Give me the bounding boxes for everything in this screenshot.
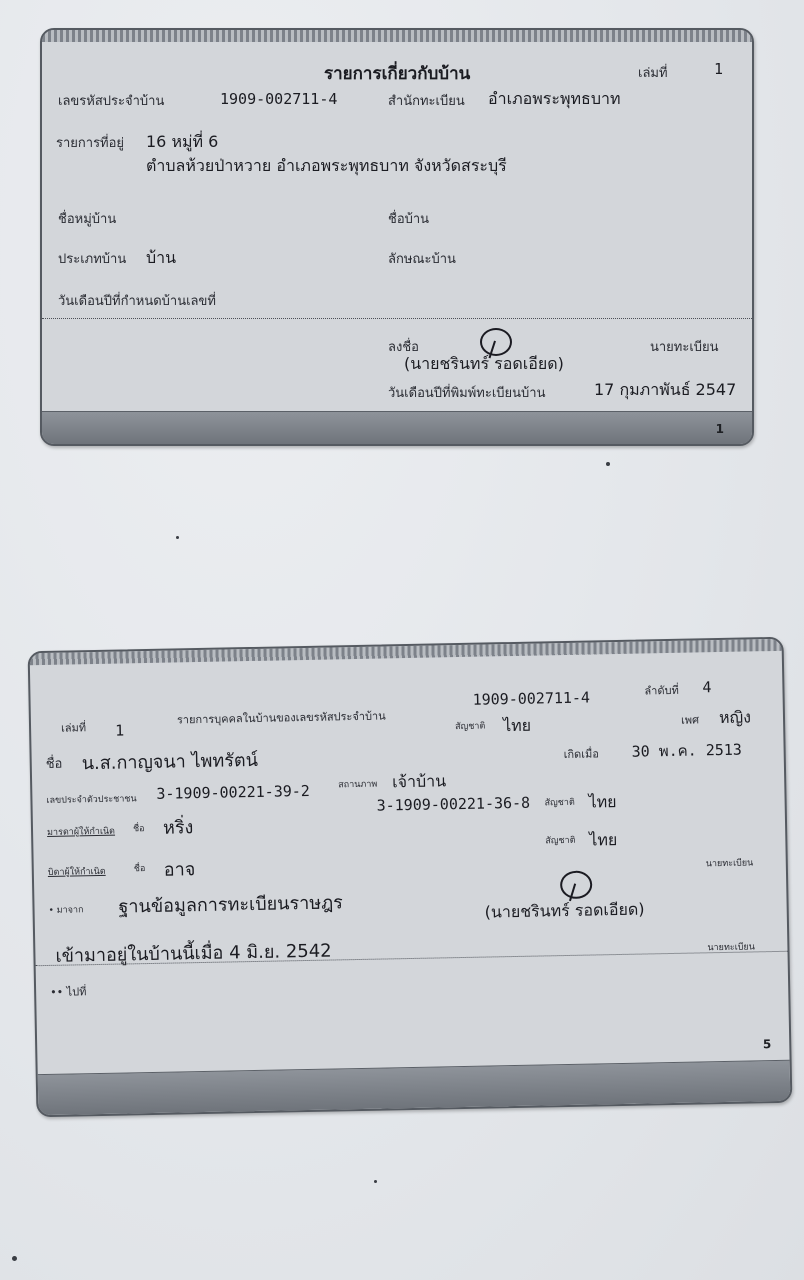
father-nationality-label: สัญชาติ: [545, 835, 576, 847]
registry-office-value: อำเภอพระพุทธบาท: [488, 89, 621, 108]
registrar-label: นายทะเบียน: [705, 858, 754, 870]
paper-speck: [606, 462, 610, 466]
house-code-value: 1909-002711-4: [472, 688, 591, 709]
paper-speck: [12, 1256, 17, 1261]
id-label: เลขประจำตัวประชาชน: [46, 794, 137, 806]
house-info-card: [40, 28, 754, 446]
divider-dotted: [42, 318, 752, 319]
moved-in-text: เข้ามาอยู่ในบ้านนี้เมื่อ 4 มิ.ย. 2542: [55, 940, 332, 967]
house-type-value: บ้าน: [146, 248, 177, 267]
address-line2: ตำบลห้วยป่าหวาย อำเภอพระพุทธบาท จังหวัดสระบุรี: [146, 156, 507, 175]
house-style-label: ลักษณะบ้าน: [388, 252, 456, 267]
birth-label: เกิดเมื่อ: [563, 747, 599, 762]
mother-nationality: ไทย: [588, 792, 617, 812]
order-label: ลำดับที่: [644, 683, 679, 698]
id-number: 3-1909-00221-39-2: [156, 781, 311, 803]
order-number: 4: [702, 678, 712, 697]
paper-speck: [374, 1180, 377, 1183]
book-label: เล่มที่: [60, 721, 87, 735]
status-value: เจ้าบ้าน: [391, 771, 447, 792]
from-label: • มาจาก: [48, 905, 84, 916]
mother-nationality-label: สัญชาติ: [544, 797, 575, 809]
to-label: •• ไปที่: [50, 985, 87, 999]
book-number: 1: [714, 60, 724, 78]
mother-name: หริ่ง: [162, 817, 194, 839]
nationality-value: ไทย: [502, 715, 532, 736]
registrar-label: นายทะเบียน: [650, 340, 719, 355]
house-type-label: ประเภทบ้าน: [58, 252, 127, 267]
sex-value: หญิง: [718, 707, 752, 728]
print-date-label: วันเดือนปีที่พิมพ์ทะเบียนบ้าน: [388, 386, 546, 401]
person-name: น.ส.กาญจนา ไพทรัตน์: [81, 749, 259, 775]
birth-date: 30 พ.ค. 2513: [631, 740, 743, 761]
card-title: รายการเกี่ยวกับบ้าน: [324, 64, 471, 84]
paper-speck: [176, 536, 179, 539]
house-code-value: 1909-002711-4: [220, 90, 338, 108]
page-number: 5: [762, 1037, 772, 1052]
address-line1: 16 หมู่ที่ 6: [146, 132, 219, 151]
registrar-label-2: นายทะเบียน: [707, 942, 755, 954]
father-name: อาจ: [163, 859, 196, 881]
registrar-name: (นายชรินทร์ รอดเอียด): [404, 354, 564, 373]
mother-label: มารดาผู้ให้กำเนิด: [46, 826, 116, 838]
status-label: สถานภาพ: [338, 779, 378, 791]
from-value: ฐานข้อมูลการทะเบียนราษฎร: [118, 892, 344, 918]
person-record-card: [28, 637, 793, 1117]
card-footer-bar: [42, 411, 752, 444]
name-label: ชื่อ: [45, 756, 63, 772]
registrar-signature: [560, 871, 593, 900]
book-label: เล่มที่: [638, 66, 668, 81]
village-label: ชื่อหมู่บ้าน: [58, 212, 117, 227]
mother-name-label: ชื่อ: [132, 824, 145, 835]
book-number: 1: [114, 721, 125, 740]
page-number: 1: [715, 422, 724, 436]
print-date-value: 17 กุมภาพันธ์ 2547: [594, 380, 737, 399]
card-perforated-edge: [42, 30, 752, 42]
father-name-label: ชื่อ: [133, 864, 146, 875]
section-title: รายการบุคคลในบ้านของเลขรหัสประจำบ้าน: [176, 709, 386, 727]
address-label: รายการที่อยู่: [56, 136, 125, 151]
number-date-label: วันเดือนปีที่กำหนดบ้านเลขที่: [58, 294, 216, 309]
sign-label: ลงชื่อ: [388, 340, 419, 355]
father-label: บิดาผู้ให้กำเนิด: [47, 866, 106, 878]
registrar-name: (นายชรินทร์ รอดเอียด): [484, 899, 645, 922]
mother-id: 3-1909-00221-36-8: [376, 793, 531, 815]
father-nationality: ไทย: [589, 830, 618, 850]
nationality-label: สัญชาติ: [455, 721, 486, 733]
house-code-label: เลขรหัสประจำบ้าน: [58, 94, 165, 109]
house-name-label: ชื่อบ้าน: [388, 212, 430, 227]
sex-label: เพศ: [680, 713, 700, 727]
registry-office-label: สำนักทะเบียน: [388, 94, 465, 109]
